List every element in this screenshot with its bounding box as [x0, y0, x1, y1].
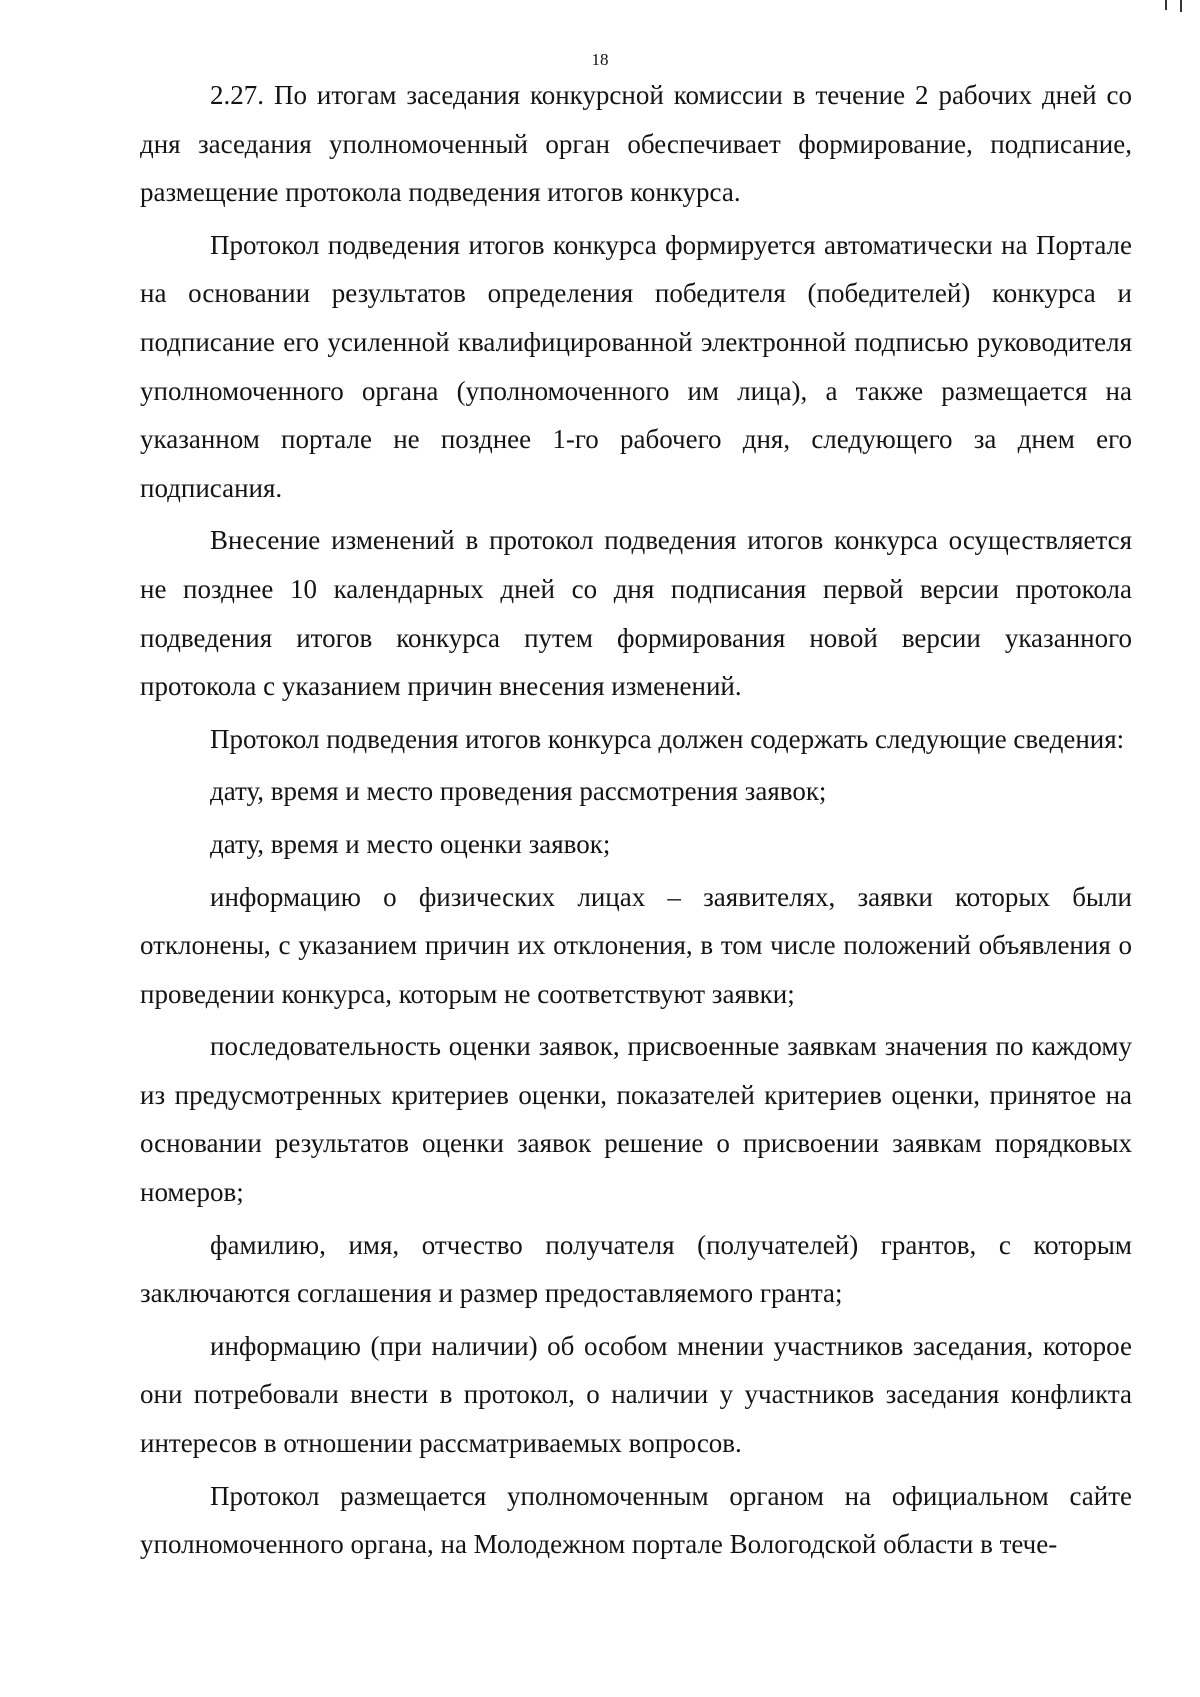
document-body — [140, 71, 1132, 1569]
paragraph: Протокол подведения итогов конкурса должен содержать следующие сведения: — [210, 723, 1125, 754]
scan-edge-mark — [1180, 0, 1182, 12]
page-number: 18 — [591, 50, 609, 69]
scan-edge-mark — [1165, 0, 1167, 10]
paragraph: Внесение изменений в протокол подведения итогов конкурса осуществляется не позднее 10 календарных дней со дня подписания первой версии протокола подведения итогов конкурса путем формирования новой версии указанного протокола с указанием причин внесения изменений. — [140, 525, 1132, 702]
paragraph: 2.27. По итогам заседания конкурсной комиссии в течение 2 рабочих дней со дня заседания уполномоченный орган обеспечивает формирование, подписание, размещение протокола подведения итогов конкурса. — [140, 80, 1132, 208]
list-item: информацию о физических лицах – заявителях, заявки которых были отклонены, с указанием причин их отклонения, в том числе положений объявления о проведении конкурса, которым не соответствуют заявки; — [140, 881, 1132, 1009]
list-item: фамилию, имя, отчество получателя (получателей) грантов, с которым заключаются соглашения и размер предоставляемого гранта; — [140, 1229, 1132, 1309]
list-item: последовательность оценки заявок, присвоенные заявкам значения по каждому из предусмотренных критериев оценки, показателей критериев оценки, принятое на основании результатов оценки заявок решение о присвоении заявкам порядковых номеров; — [140, 1031, 1132, 1208]
list-item: дату, время и место проведения рассмотрения заявок; — [210, 776, 827, 807]
paragraph: Протокол подведения итогов конкурса формируется автоматически на Портале на основании результатов определения победителя (победителей) конкурса и подписание его усиленной квалифицированной электронной подписью руководителя уполномоченного органа (уполномоченного им лица), а также размещается на указанном портале не позднее 1-го рабочего дня, следующего за днем его подписания. — [140, 229, 1132, 503]
paragraph: Протокол размещается уполномоченным органом на официальном сайте уполномоченного органа, на Молодежном портале Вологодской области в тече- — [140, 1480, 1132, 1560]
list-item: дату, время и место оценки заявок; — [210, 828, 611, 859]
list-item: информацию (при наличии) об особом мнении участников заседания, которое они потребовали внести в протокол, о наличии у участников заседания конфликта интересов в отношении рассматриваемых вопросов. — [140, 1330, 1132, 1459]
